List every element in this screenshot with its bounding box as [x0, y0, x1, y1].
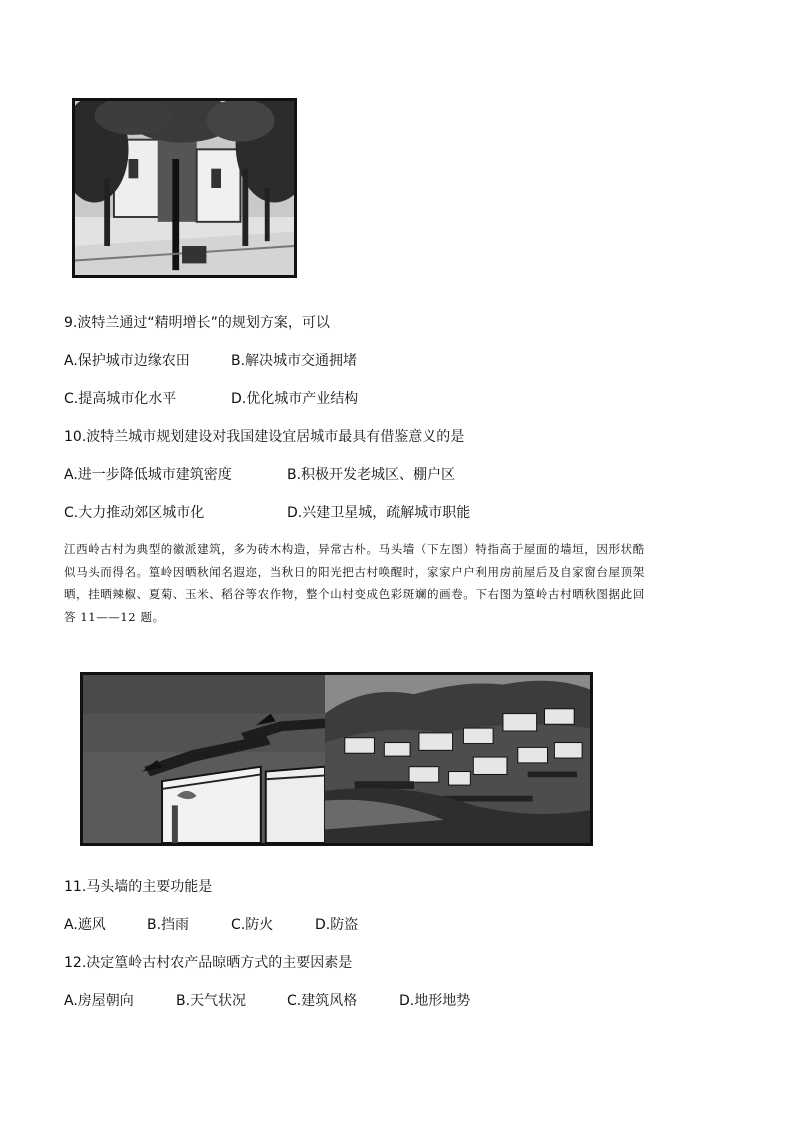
- question-9-option-b: B.解决城市交通拥堵: [231, 353, 358, 369]
- ma-tou-wall-image: [83, 675, 328, 843]
- question-11-option-b: B.挡雨: [147, 917, 190, 933]
- huangling-village-photo: [325, 672, 593, 846]
- question-10-option-a: A.进一步降低城市建筑密度: [64, 467, 232, 483]
- question-10-option-b: B.积极开发老城区、棚户区: [287, 467, 456, 483]
- ma-tou-wall-photo: [80, 672, 328, 846]
- passage-line-4: 答 11——12 题。: [64, 609, 165, 624]
- passage-line-3: 晒，挂晒辣椒、夏菊、玉米、稻谷等农作物，整个山村变成色彩斑斓的画卷。下右图为篁岭古村晒秋图据此回: [64, 587, 645, 601]
- question-10-stem: 10.波特兰城市规划建设对我国建设宜居城市最具有借鉴意义的是: [64, 429, 465, 445]
- question-12-option-c: C.建筑风格: [287, 993, 358, 1009]
- passage-line-2: 似马头而得名。篁岭因晒秋闻名遐迩，当秋日的阳光把古村唤醒时，家家户户利用房前屋后及自家窗台屋顶架: [64, 564, 645, 579]
- question-10-option-d: D.兴建卫星城，疏解城市职能: [287, 505, 471, 521]
- question-12-option-d: D.地形地势: [399, 993, 471, 1009]
- question-12-stem: 12.决定篁岭古村农产品晾晒方式的主要因素是: [64, 955, 353, 971]
- question-11-option-c: C.防火: [231, 917, 274, 933]
- huangling-village-image: [325, 675, 590, 843]
- reading-passage: [64, 538, 730, 628]
- question-11-option-d: D.防盗: [315, 917, 359, 933]
- question-9-stem: 9.波特兰通过“精明增长”的规划方案，可以: [64, 315, 330, 331]
- street-trees-image: [75, 101, 294, 275]
- street-trees-photo: [72, 98, 297, 278]
- question-9-option-a: A.保护城市边缘农田: [64, 353, 190, 369]
- question-10-option-c: C.大力推动郊区城市化: [64, 505, 205, 521]
- question-12-option-a: A.房屋朝向: [64, 993, 134, 1009]
- question-9-option-c: C.提高城市化水平: [64, 391, 177, 407]
- question-9-option-d: D.优化城市产业结构: [231, 391, 359, 407]
- question-11-stem: 11.马头墙的主要功能是: [64, 879, 213, 895]
- question-12-option-b: B.天气状况: [176, 993, 247, 1009]
- passage-line-1: 江西岭古村为典型的徽派建筑，多为砖木构造，异常古朴。马头墙（下左图）特指高于屋面的墙垣，因形状酷: [64, 542, 645, 556]
- question-11-option-a: A.遮风: [64, 917, 106, 933]
